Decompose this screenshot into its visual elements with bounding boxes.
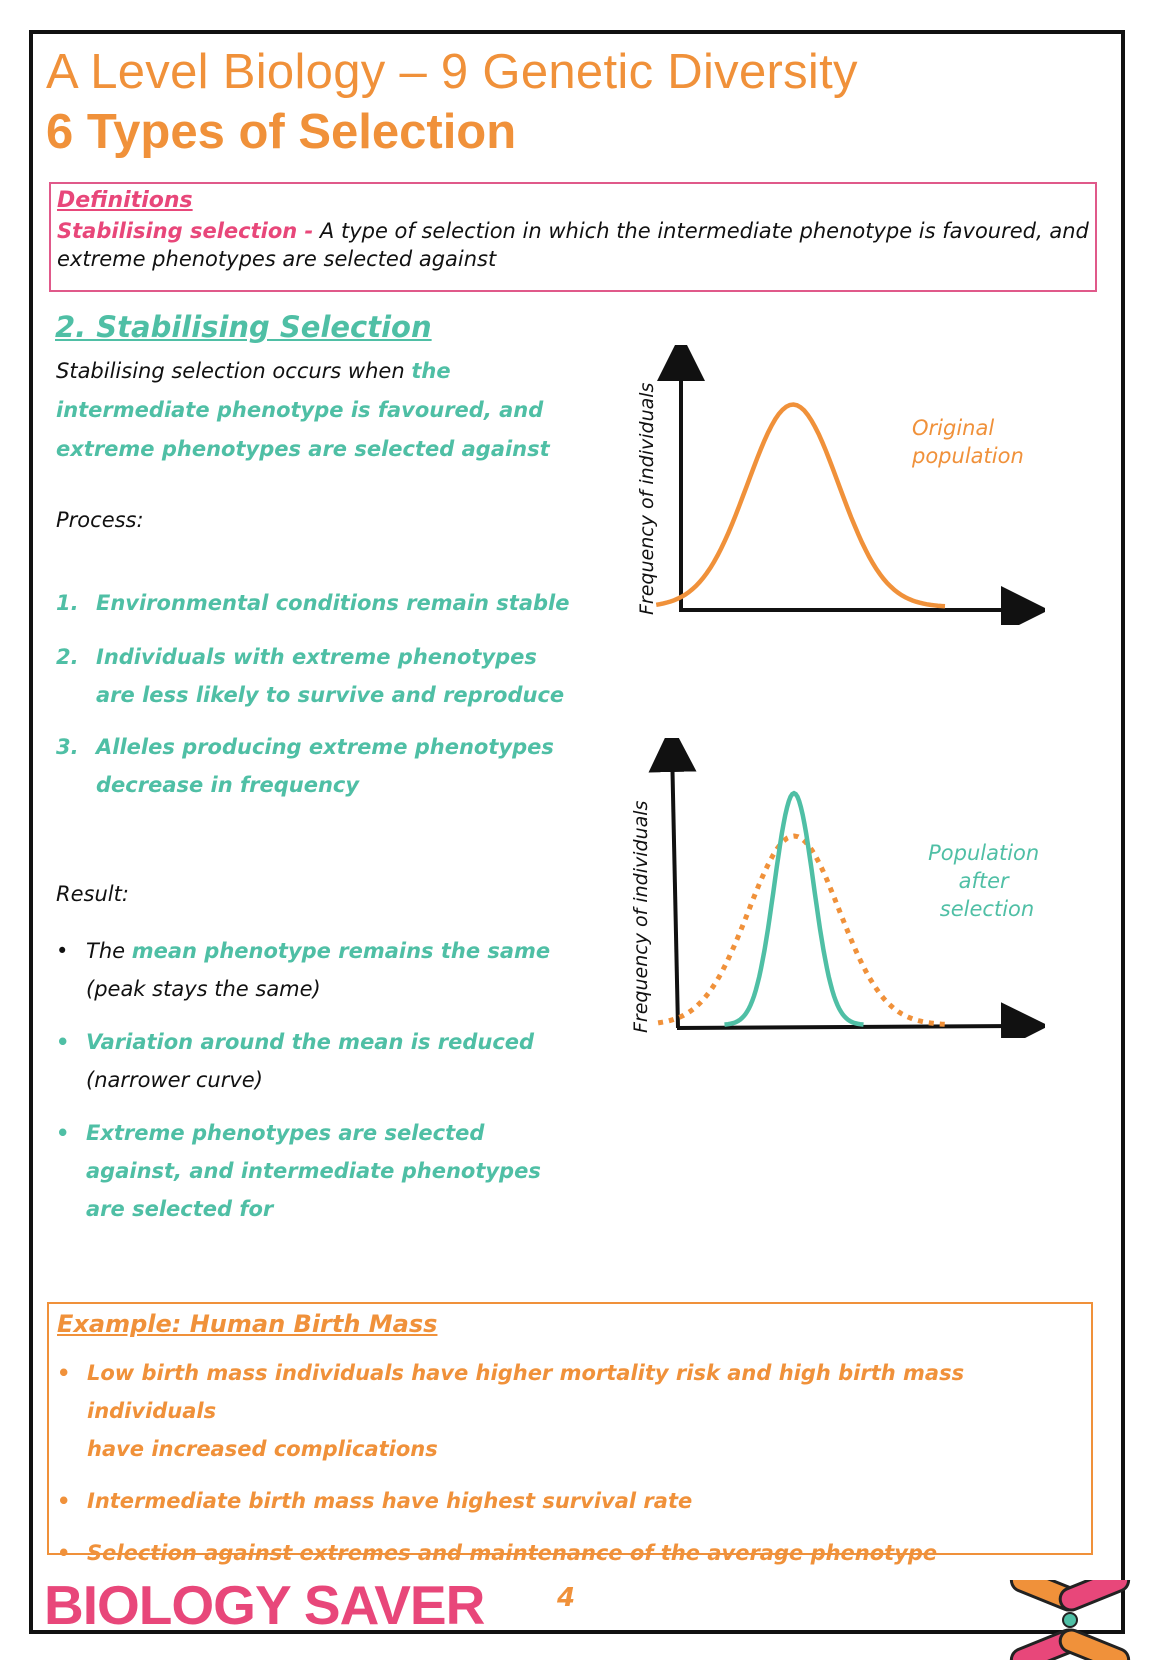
example-text: Selection against extremes and maintenance of the average phenotype	[87, 1541, 938, 1565]
process-step	[56, 584, 616, 622]
result-item	[56, 932, 606, 1008]
example-item	[57, 1482, 1083, 1520]
process-step	[56, 638, 616, 714]
brand-logo: BIOLOGY SAVER	[44, 1574, 485, 1636]
result-tail: (peak stays the same)	[86, 977, 321, 1001]
step-text: Alleles producing extreme phenotypes	[96, 735, 554, 759]
chart-original-population	[625, 345, 1045, 625]
bullet: •	[56, 1030, 70, 1054]
bullet: •	[57, 1489, 71, 1513]
section-intro	[56, 352, 596, 469]
intro-highlight: the intermediate phenotype is favoured, and extreme phenotypes are selected against	[56, 359, 550, 461]
example-text: Intermediate birth mass have highest survival rate	[87, 1489, 693, 1513]
definition-text	[57, 217, 1089, 273]
example-item	[57, 1534, 1083, 1572]
bullet: •	[57, 1541, 71, 1565]
bullet: •	[56, 1121, 70, 1145]
result-highlight: mean phenotype remains the same	[131, 939, 551, 963]
bullet: •	[57, 1361, 71, 1385]
curve-population-after-selection	[725, 793, 864, 1024]
section-title: 2. Stabilising Selection	[55, 310, 432, 344]
curve-original-population-dotted	[658, 836, 945, 1024]
definitions-box	[49, 182, 1097, 292]
chromosome-icon	[990, 1580, 1150, 1660]
step-text-continued: are less likely to survive and reproduce	[96, 683, 565, 707]
process-label: Process:	[56, 508, 144, 532]
step-text-continued: decrease in frequency	[96, 773, 360, 797]
process-step	[56, 728, 616, 804]
example-text: Low birth mass individuals have higher mortality risk and high birth mass individuals	[87, 1361, 965, 1423]
result-tail: (narrower curve)	[86, 1068, 263, 1092]
step-text: Environmental conditions remain stable	[96, 591, 570, 615]
y-axis	[672, 748, 678, 1028]
page-subtitle: 6 Types of Selection	[46, 105, 517, 159]
y-axis-label: Frequency of individuals	[636, 382, 658, 615]
result-label: Result:	[56, 882, 129, 906]
example-text-continued: have increased complications	[87, 1437, 438, 1461]
result-item	[56, 1114, 556, 1228]
intro-plain: Stabilising selection occurs when	[56, 359, 405, 383]
definitions-heading: Definitions	[57, 188, 193, 213]
chart-after-selection	[625, 738, 1045, 1038]
example-box	[47, 1302, 1093, 1565]
curve-label-after-selection: Population after selection	[928, 841, 1040, 921]
result-prefix: The	[86, 939, 126, 963]
x-axis	[677, 1026, 1025, 1028]
curve-label-original: Original population	[912, 416, 1024, 468]
definition-body: A type of selection in which the intermediate phenotype is favoured, and extreme phenotypes are selected against	[57, 219, 1089, 271]
curve-original-population	[656, 405, 945, 607]
page-number: 4	[557, 1583, 576, 1613]
page-title: A Level Biology – 9 Genetic Diversity	[46, 45, 858, 99]
example-title: Example: Human Birth Mass	[57, 1310, 438, 1338]
result-item	[56, 1023, 606, 1099]
step-number: 1.	[56, 591, 79, 615]
example-item	[57, 1354, 1083, 1468]
result-highlight: Extreme phenotypes are selected against, and intermediate phenotypes are selected for	[86, 1121, 541, 1221]
result-highlight: Variation around the mean is reduced	[86, 1030, 535, 1054]
step-number: 2.	[56, 645, 79, 669]
definition-term: Stabilising selection -	[57, 219, 314, 243]
bullet: •	[56, 939, 69, 963]
step-number: 3.	[56, 735, 79, 759]
step-text: Individuals with extreme phenotypes	[96, 645, 537, 669]
y-axis-label: Frequency of individuals	[630, 800, 652, 1033]
